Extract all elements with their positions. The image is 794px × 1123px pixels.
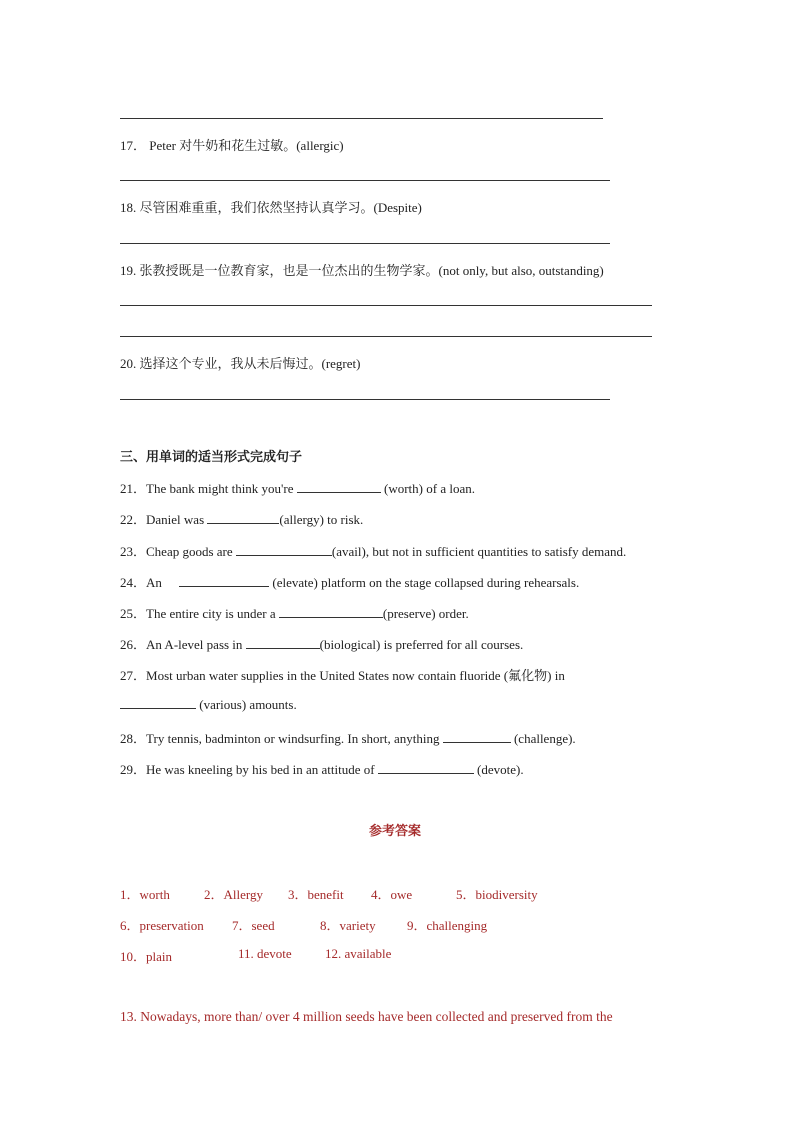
answers-title: 参考答案 — [369, 823, 422, 838]
answer-4: 4．owe — [371, 887, 413, 902]
blank-field[interactable] — [279, 605, 383, 618]
answer-1: 1．worth — [120, 887, 170, 902]
answer-12: 12. available — [325, 946, 392, 961]
item-before: Most urban water supplies in the United States now contain fluoride (氟化物) in — [146, 668, 565, 683]
item-number: 29． — [120, 762, 147, 777]
item-after: (allergy) to risk. — [279, 512, 364, 527]
answer-6: 6．preservation — [120, 918, 204, 933]
item-before: An — [146, 575, 162, 590]
fill-item-27 — [120, 665, 565, 684]
item-before: Daniel was — [146, 512, 205, 527]
blank-field[interactable] — [207, 511, 279, 524]
blank-field[interactable] — [179, 574, 269, 587]
answer-7: 7．seed — [232, 918, 275, 933]
answer-line[interactable] — [120, 118, 603, 119]
fill-item-27-cont — [120, 696, 297, 713]
fill-item-24 — [120, 572, 579, 591]
item-number: 27． — [120, 668, 147, 683]
fill-item-28 — [120, 728, 576, 747]
question-number: 18. — [120, 200, 137, 215]
question-text: Peter 对牛奶和花生过敏。(allergic) — [149, 138, 344, 153]
answer-9: 9．challenging — [407, 918, 488, 933]
item-after: (biological) is preferred for all courses. — [319, 637, 524, 652]
blank-field[interactable] — [236, 543, 332, 556]
question-number: 19. — [120, 263, 137, 278]
blank-field[interactable] — [443, 730, 511, 743]
item-number: 28． — [120, 731, 147, 746]
question-text: 张教授既是一位教育家，也是一位杰出的生物学家。(not only, but also, outstanding) — [139, 263, 604, 278]
item-after: (devote). — [477, 762, 524, 777]
item-before: The bank might think you're — [146, 481, 294, 496]
item-number: 26． — [120, 637, 147, 652]
answer-11: 11. devote — [238, 946, 292, 961]
answer-8: 8．variety — [320, 918, 376, 933]
item-number: 23． — [120, 544, 147, 559]
answer-2: 2．Allergy — [204, 887, 263, 902]
blank-field[interactable] — [297, 480, 381, 493]
answer-line[interactable] — [120, 180, 610, 181]
fill-item-22 — [120, 509, 363, 528]
answer-line[interactable] — [120, 336, 652, 337]
question-text: 选择这个专业，我从未后悔过。(regret) — [139, 356, 361, 371]
item-before: Try tennis, badminton or windsurfing. In short, anything — [146, 731, 440, 746]
fill-item-25 — [120, 603, 469, 622]
section-heading: 三、用单词的适当形式完成句子 — [120, 449, 303, 464]
fill-item-29 — [120, 759, 524, 778]
answer-line[interactable] — [120, 243, 610, 244]
item-before: The entire city is under a — [146, 606, 276, 621]
item-number: 24． — [120, 575, 147, 590]
item-before: An A-level pass in — [146, 637, 243, 652]
item-before: Cheap goods are — [146, 544, 233, 559]
item-after: (elevate) platform on the stage collapsed during rehearsals. — [272, 575, 580, 590]
blank-field[interactable] — [378, 761, 474, 774]
blank-field[interactable] — [120, 696, 196, 709]
answer-5: 5．biodiversity — [456, 887, 538, 902]
blank-field[interactable] — [246, 636, 320, 649]
question-17 — [120, 135, 344, 154]
answer-3: 3．benefit — [288, 887, 344, 902]
item-after: (challenge). — [513, 731, 576, 746]
fill-item-21 — [120, 478, 475, 497]
fill-item-26 — [120, 634, 523, 653]
answer-13: 13. Nowadays, more than/ over 4 million seeds have been collected and preserved from the — [120, 1009, 613, 1024]
question-text: 尽管困难重重，我们依然坚持认真学习。(Despite) — [139, 200, 422, 215]
item-before: He was kneeling by his bed in an attitude of — [146, 762, 375, 777]
fill-item-23 — [120, 541, 626, 560]
question-number: 20. — [120, 356, 137, 371]
item-number: 21． — [120, 481, 147, 496]
item-after: (worth) of a loan. — [384, 481, 475, 496]
question-number: 17． — [120, 138, 147, 153]
answer-line[interactable] — [120, 305, 652, 306]
item-after: (avail), but not in sufficient quantities to satisfy demand. — [331, 544, 627, 559]
answer-10: 10．plain — [120, 949, 172, 964]
answer-line[interactable] — [120, 399, 610, 400]
question-20 — [120, 353, 360, 372]
question-18 — [120, 197, 422, 216]
item-number: 25． — [120, 606, 147, 621]
question-19 — [120, 260, 604, 279]
item-after: (preserve) order. — [382, 606, 469, 621]
item-number: 22． — [120, 512, 147, 527]
item-after: (various) amounts. — [199, 697, 297, 712]
